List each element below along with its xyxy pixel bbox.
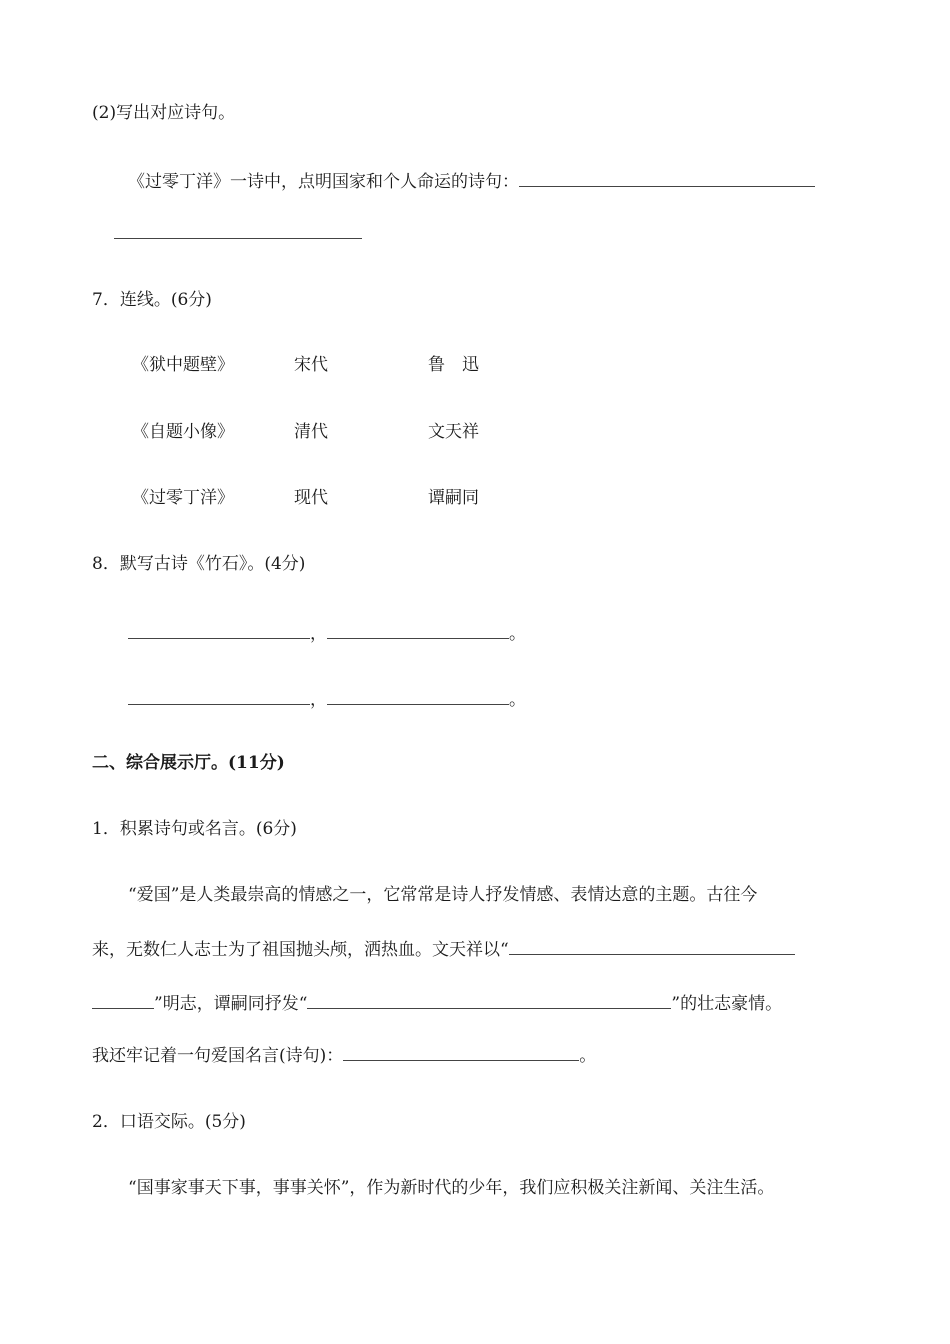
period: 。 — [509, 690, 526, 710]
dynasty: 宋代 — [294, 355, 328, 375]
paragraph-text: ”的壮志豪情。 — [671, 994, 783, 1014]
paragraph-line — [92, 938, 795, 961]
answer-blank[interactable] — [128, 688, 310, 705]
answer-blank-continued — [114, 222, 362, 245]
answer-blank[interactable] — [307, 992, 671, 1009]
paragraph-line: “爱国”是人类最崇高的情感之一，它常常是诗人抒发情感、表情达意的主题。古往今 — [128, 885, 758, 905]
paragraph-line — [92, 992, 782, 1015]
section-2-question-1-heading: 1．积累诗句或名言。(6分) — [92, 819, 297, 839]
answer-blank[interactable] — [92, 992, 154, 1009]
answer-blank[interactable] — [519, 170, 815, 187]
poem-title: 《过零丁洋》 — [132, 488, 234, 508]
section-2-heading: 二、综合展示厅。(11分) — [92, 753, 285, 773]
question-7-heading: 7．连线。(6分) — [92, 290, 212, 310]
answer-blank[interactable] — [343, 1044, 579, 1061]
section-2-question-2-heading: 2．口语交际。(5分) — [92, 1112, 246, 1132]
paragraph-line — [92, 1044, 596, 1067]
answer-blank[interactable] — [509, 938, 795, 955]
paragraph-text: 来，无数仁人志士为了祖国抛头颅，洒热血。文天祥以“ — [92, 940, 509, 960]
dynasty: 现代 — [294, 488, 328, 508]
comma: ， — [310, 690, 327, 710]
author: 谭嗣同 — [428, 488, 479, 508]
period: 。 — [509, 624, 526, 644]
answer-blank[interactable] — [327, 688, 509, 705]
poem-line-2 — [128, 688, 526, 711]
poem-line-1 — [128, 622, 526, 645]
prompt-text: 《过零丁洋》一诗中，点明国家和个人命运的诗句： — [128, 172, 519, 192]
paragraph-text: ”明志，谭嗣同抒发“ — [154, 994, 308, 1014]
answer-blank[interactable] — [114, 222, 362, 239]
question-6-2-prompt — [128, 170, 815, 193]
paragraph-line: “国事家事天下事，事事关怀”，作为新时代的少年，我们应积极关注新闻、关注生活。 — [128, 1178, 775, 1198]
dynasty: 清代 — [294, 422, 328, 442]
question-6-2-heading: (2)写出对应诗句。 — [92, 103, 236, 123]
comma: ， — [310, 624, 327, 644]
poem-title: 《狱中题壁》 — [132, 355, 234, 375]
answer-blank[interactable] — [128, 622, 310, 639]
author: 鲁 迅 — [428, 355, 479, 375]
answer-blank[interactable] — [327, 622, 509, 639]
paragraph-text: 我还牢记着一句爱国名言(诗句)： — [92, 1046, 344, 1066]
poem-title: 《自题小像》 — [132, 422, 234, 442]
period: 。 — [579, 1046, 597, 1066]
question-8-heading: 8．默写古诗《竹石》。(4分) — [92, 554, 306, 574]
author: 文天祥 — [428, 422, 479, 442]
